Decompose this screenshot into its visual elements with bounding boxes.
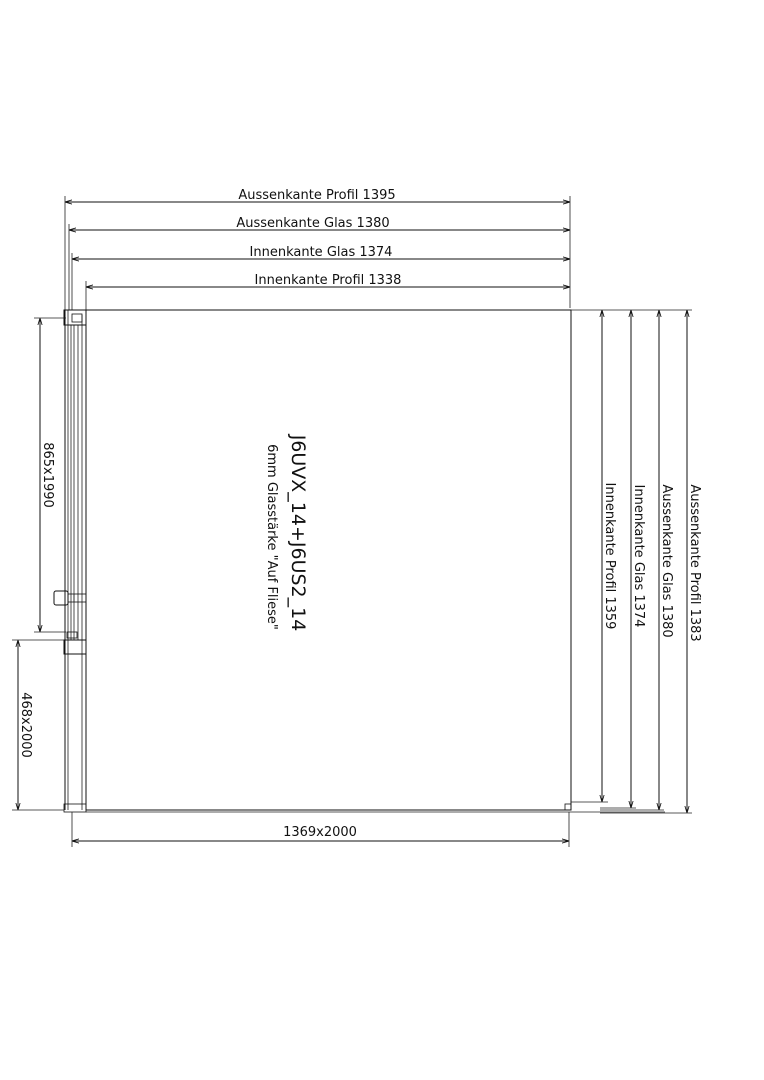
bottom-profile-left — [64, 804, 86, 812]
left-dimension-fixed-label: 468x2000 — [18, 692, 33, 758]
top-dimension-3-label: Innenkante Glas 1374 — [249, 245, 393, 260]
top-hinge — [64, 310, 86, 325]
top-dimension-2-label: Aussenkante Glas 1380 — [236, 216, 390, 231]
bottom-dimension — [72, 812, 569, 847]
glass-panel — [86, 310, 665, 812]
right-dimension-3-label: Aussenkante Glas 1380 — [659, 484, 674, 638]
left-dimension-door — [34, 318, 66, 632]
right-dimension-3 — [659, 310, 674, 810]
right-dimension-1-label: Innenkante Profil 1359 — [602, 482, 617, 630]
bottom-right-profile — [565, 804, 571, 810]
top-dimension-4-label: Innenkante Profil 1338 — [254, 273, 402, 288]
right-dimension-2 — [631, 310, 646, 808]
top-dimension-1-label: Aussenkante Profil 1395 — [238, 188, 396, 203]
panel-note-label: 6mm Glasstärke "Auf Fliese" — [264, 444, 279, 630]
right-dimension-4-label: Aussenkante Profil 1383 — [687, 484, 702, 642]
bottom-dimension-label: 1369x2000 — [283, 825, 357, 840]
top-dimension-2 — [69, 216, 570, 310]
panel-model-label: J6UVX_14+J6US2_14 — [287, 434, 309, 632]
top-dimension-4 — [86, 273, 570, 310]
right-dimension-1 — [602, 310, 617, 802]
right-dimension-2-label: Innenkante Glas 1374 — [631, 484, 646, 628]
left-dimension-fixed — [12, 640, 64, 810]
door-handle — [54, 591, 86, 605]
left-dimension-door-label: 865x1990 — [40, 442, 55, 508]
right-dimension-4 — [687, 310, 702, 813]
lower-hinge — [64, 640, 86, 654]
left-profile — [64, 310, 86, 812]
